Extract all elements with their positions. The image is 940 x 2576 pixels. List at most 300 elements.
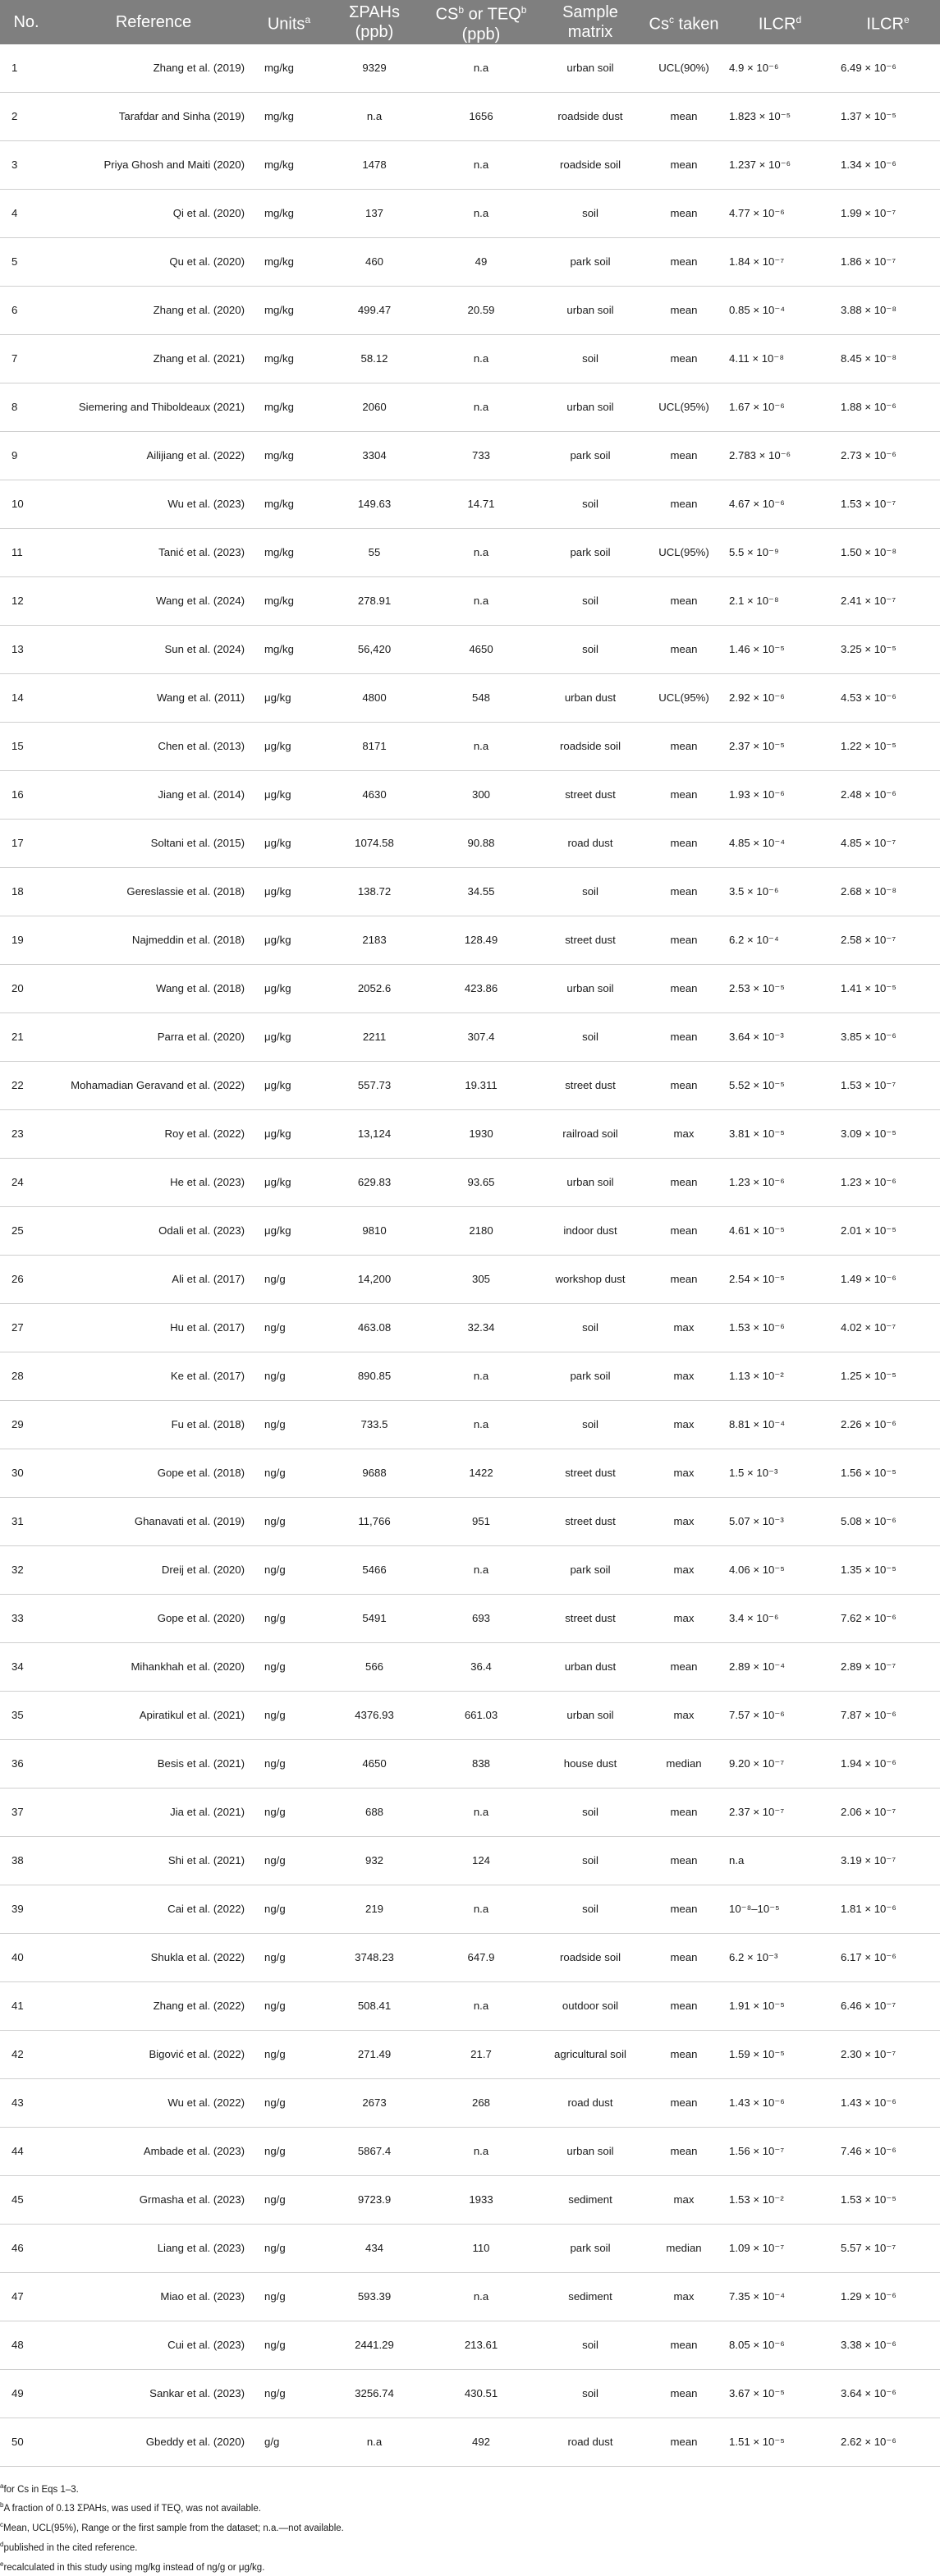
cell-ilcr-published: n.a xyxy=(724,1836,836,1885)
table-row xyxy=(0,1594,940,1642)
table-row xyxy=(0,722,940,770)
cell-row-number: 18 xyxy=(0,867,53,916)
cell-sample-matrix: road dust xyxy=(537,2078,644,2127)
cell-row-number: 7 xyxy=(0,334,53,383)
cell-row-number: 41 xyxy=(0,1981,53,2030)
cell-sum-pahs: n.a xyxy=(323,2418,425,2466)
cell-reference: Zhang et al. (2021) xyxy=(53,334,254,383)
cell-cs-teq: 93.65 xyxy=(425,1158,537,1206)
cell-cs-taken: max xyxy=(644,1303,724,1352)
cell-units: ng/g xyxy=(254,2175,323,2224)
cell-cs-taken: mean xyxy=(644,1158,724,1206)
cell-row-number: 42 xyxy=(0,2030,53,2078)
cell-ilcr-published: 2.783 × 10⁻⁶ xyxy=(724,431,836,480)
cell-ilcr-recalculated: 2.06 × 10⁻⁷ xyxy=(836,1788,940,1836)
cell-cs-taken: mean xyxy=(644,2418,724,2466)
cell-units: μg/kg xyxy=(254,819,323,867)
cell-row-number: 45 xyxy=(0,2175,53,2224)
cell-ilcr-published: 4.61 × 10⁻⁵ xyxy=(724,1206,836,1255)
cell-ilcr-published: 4.9 × 10⁻⁶ xyxy=(724,44,836,93)
table-row xyxy=(0,1691,940,1739)
table-row xyxy=(0,1885,940,1933)
cell-reference: Mohamadian Geravand et al. (2022) xyxy=(53,1061,254,1109)
table-row xyxy=(0,1449,940,1497)
cell-units: ng/g xyxy=(254,1642,323,1691)
cell-sample-matrix: street dust xyxy=(537,1061,644,1109)
cell-cs-taken: UCL(95%) xyxy=(644,528,724,576)
cell-cs-teq: n.a xyxy=(425,189,537,237)
cell-ilcr-recalculated: 6.46 × 10⁻⁷ xyxy=(836,1981,940,2030)
cell-cs-taken: mean xyxy=(644,334,724,383)
cell-units: μg/kg xyxy=(254,867,323,916)
table-row xyxy=(0,189,940,237)
cell-row-number: 23 xyxy=(0,1109,53,1158)
cell-row-number: 38 xyxy=(0,1836,53,1885)
cell-units: mg/kg xyxy=(254,140,323,189)
cell-sum-pahs: 2183 xyxy=(323,916,425,964)
table-row xyxy=(0,1206,940,1255)
cell-sample-matrix: soil xyxy=(537,480,644,528)
table-row xyxy=(0,480,940,528)
cell-row-number: 37 xyxy=(0,1788,53,1836)
cell-sample-matrix: urban soil xyxy=(537,2127,644,2175)
table-row xyxy=(0,2272,940,2321)
cell-reference: Soltani et al. (2015) xyxy=(53,819,254,867)
cell-reference: Roy et al. (2022) xyxy=(53,1109,254,1158)
cell-cs-taken: mean xyxy=(644,722,724,770)
cell-ilcr-published: 1.59 × 10⁻⁵ xyxy=(724,2030,836,2078)
cell-units: ng/g xyxy=(254,2030,323,2078)
cell-cs-taken: mean xyxy=(644,1981,724,2030)
cell-units: ng/g xyxy=(254,1594,323,1642)
cell-units: ng/g xyxy=(254,2369,323,2418)
cell-reference: Odali et al. (2023) xyxy=(53,1206,254,1255)
cell-cs-taken: mean xyxy=(644,92,724,140)
cell-sum-pahs: 9723.9 xyxy=(323,2175,425,2224)
cell-cs-teq: n.a xyxy=(425,44,537,93)
cell-reference: Liang et al. (2023) xyxy=(53,2224,254,2272)
cell-ilcr-recalculated: 1.99 × 10⁻⁷ xyxy=(836,189,940,237)
cell-cs-taken: max xyxy=(644,1449,724,1497)
cell-cs-teq: 951 xyxy=(425,1497,537,1545)
cell-units: ng/g xyxy=(254,1739,323,1788)
cell-ilcr-recalculated: 5.08 × 10⁻⁶ xyxy=(836,1497,940,1545)
cell-cs-taken: max xyxy=(644,1594,724,1642)
cell-sample-matrix: street dust xyxy=(537,1594,644,1642)
table-row xyxy=(0,1061,940,1109)
cell-row-number: 46 xyxy=(0,2224,53,2272)
cell-reference: Tanić et al. (2023) xyxy=(53,528,254,576)
cell-sum-pahs: 58.12 xyxy=(323,334,425,383)
cell-ilcr-published: 1.43 × 10⁻⁶ xyxy=(724,2078,836,2127)
cell-cs-taken: mean xyxy=(644,1933,724,1981)
cell-ilcr-recalculated: 3.38 × 10⁻⁶ xyxy=(836,2321,940,2369)
cell-row-number: 8 xyxy=(0,383,53,431)
cell-row-number: 1 xyxy=(0,44,53,93)
cell-row-number: 40 xyxy=(0,1933,53,1981)
cell-cs-teq: n.a xyxy=(425,576,537,625)
table-row xyxy=(0,576,940,625)
cell-cs-teq: n.a xyxy=(425,2127,537,2175)
cell-cs-teq: 305 xyxy=(425,1255,537,1303)
cell-ilcr-recalculated: 2.89 × 10⁻⁷ xyxy=(836,1642,940,1691)
cell-cs-teq: 307.4 xyxy=(425,1012,537,1061)
cell-cs-teq: 1930 xyxy=(425,1109,537,1158)
cell-ilcr-recalculated: 1.41 × 10⁻⁵ xyxy=(836,964,940,1012)
cell-cs-taken: mean xyxy=(644,576,724,625)
cell-sample-matrix: urban dust xyxy=(537,673,644,722)
cell-cs-taken: UCL(95%) xyxy=(644,673,724,722)
table-row xyxy=(0,334,940,383)
table-row xyxy=(0,1255,940,1303)
cell-ilcr-published: 1.84 × 10⁻⁷ xyxy=(724,237,836,286)
cell-sum-pahs: 932 xyxy=(323,1836,425,1885)
cell-ilcr-published: 2.92 × 10⁻⁶ xyxy=(724,673,836,722)
table-row xyxy=(0,1352,940,1400)
cell-cs-taken: max xyxy=(644,2272,724,2321)
table-row xyxy=(0,1981,940,2030)
cell-ilcr-recalculated: 5.57 × 10⁻⁷ xyxy=(836,2224,940,2272)
cell-ilcr-recalculated: 6.17 × 10⁻⁶ xyxy=(836,1933,940,1981)
cell-ilcr-published: 1.23 × 10⁻⁶ xyxy=(724,1158,836,1206)
header-col-ilcr-recalculated: ILCR$^e$ xyxy=(836,0,940,44)
cell-cs-taken: mean xyxy=(644,1206,724,1255)
cell-sum-pahs: 14,200 xyxy=(323,1255,425,1303)
cell-ilcr-published: 1.5 × 10⁻³ xyxy=(724,1449,836,1497)
cell-cs-teq: 128.49 xyxy=(425,916,537,964)
cell-row-number: 21 xyxy=(0,1012,53,1061)
cell-sum-pahs: 11,766 xyxy=(323,1497,425,1545)
cell-sample-matrix: soil xyxy=(537,334,644,383)
cell-row-number: 22 xyxy=(0,1061,53,1109)
cell-reference: Fu et al. (2018) xyxy=(53,1400,254,1449)
cell-sample-matrix: street dust xyxy=(537,1449,644,1497)
cell-units: g/g xyxy=(254,2418,323,2466)
cell-sum-pahs: 9329 xyxy=(323,44,425,93)
table-row xyxy=(0,2127,940,2175)
cell-units: ng/g xyxy=(254,1885,323,1933)
cell-cs-taken: mean xyxy=(644,1061,724,1109)
header-col-no: No. xyxy=(0,0,53,44)
cell-cs-teq: n.a xyxy=(425,1981,537,2030)
cell-ilcr-recalculated: 1.88 × 10⁻⁶ xyxy=(836,383,940,431)
cell-cs-taken: mean xyxy=(644,431,724,480)
cell-units: ng/g xyxy=(254,1255,323,1303)
header-col-cs-teq: $CS^b$ or TEQ$^b$ (ppb) xyxy=(425,0,537,44)
cell-sample-matrix: sediment xyxy=(537,2175,644,2224)
cell-sum-pahs: 13,124 xyxy=(323,1109,425,1158)
cell-cs-teq: n.a xyxy=(425,383,537,431)
cell-sample-matrix: soil xyxy=(537,1400,644,1449)
cell-sample-matrix: urban soil xyxy=(537,44,644,93)
cell-sum-pahs: 2673 xyxy=(323,2078,425,2127)
cell-ilcr-recalculated: 2.62 × 10⁻⁶ xyxy=(836,2418,940,2466)
cell-ilcr-recalculated: 2.48 × 10⁻⁶ xyxy=(836,770,940,819)
cell-cs-teq: 430.51 xyxy=(425,2369,537,2418)
table-row xyxy=(0,2078,940,2127)
cell-reference: Gope et al. (2018) xyxy=(53,1449,254,1497)
cell-ilcr-recalculated: 1.37 × 10⁻⁵ xyxy=(836,92,940,140)
cell-ilcr-recalculated: 7.87 × 10⁻⁶ xyxy=(836,1691,940,1739)
footnote: $^a$for Cs in Eqs 1–3. xyxy=(0,2482,79,2495)
cell-cs-teq: 423.86 xyxy=(425,964,537,1012)
cell-ilcr-recalculated: 3.64 × 10⁻⁶ xyxy=(836,2369,940,2418)
cell-ilcr-published: 4.67 × 10⁻⁶ xyxy=(724,480,836,528)
cell-units: mg/kg xyxy=(254,92,323,140)
cell-reference: Hu et al. (2017) xyxy=(53,1303,254,1352)
cell-sample-matrix: roadside soil xyxy=(537,722,644,770)
cell-row-number: 11 xyxy=(0,528,53,576)
table-row xyxy=(0,2321,940,2369)
cell-ilcr-published: 5.52 × 10⁻⁵ xyxy=(724,1061,836,1109)
cell-cs-teq: n.a xyxy=(425,334,537,383)
cell-sample-matrix: urban soil xyxy=(537,383,644,431)
cell-sum-pahs: 2211 xyxy=(323,1012,425,1061)
table-row xyxy=(0,2369,940,2418)
cell-ilcr-published: 4.06 × 10⁻⁵ xyxy=(724,1545,836,1594)
cell-row-number: 24 xyxy=(0,1158,53,1206)
cell-sample-matrix: roadside soil xyxy=(537,140,644,189)
cell-sample-matrix: soil xyxy=(537,867,644,916)
cell-cs-teq: 49 xyxy=(425,237,537,286)
cell-row-number: 14 xyxy=(0,673,53,722)
cell-ilcr-recalculated: 2.26 × 10⁻⁶ xyxy=(836,1400,940,1449)
cell-sum-pahs: 2052.6 xyxy=(323,964,425,1012)
cell-reference: Parra et al. (2020) xyxy=(53,1012,254,1061)
cell-units: mg/kg xyxy=(254,625,323,673)
cell-cs-taken: mean xyxy=(644,819,724,867)
cell-reference: Priya Ghosh and Maiti (2020) xyxy=(53,140,254,189)
cell-sum-pahs: 4800 xyxy=(323,673,425,722)
table-row xyxy=(0,2175,940,2224)
cell-ilcr-recalculated: 1.56 × 10⁻⁵ xyxy=(836,1449,940,1497)
table-row xyxy=(0,1158,940,1206)
cell-sum-pahs: 56,420 xyxy=(323,625,425,673)
cell-sum-pahs: n.a xyxy=(323,92,425,140)
cell-reference: Ambade et al. (2023) xyxy=(53,2127,254,2175)
cell-units: μg/kg xyxy=(254,722,323,770)
cell-sum-pahs: 55 xyxy=(323,528,425,576)
cell-units: ng/g xyxy=(254,1449,323,1497)
cell-ilcr-published: 1.91 × 10⁻⁵ xyxy=(724,1981,836,2030)
cell-ilcr-published: 1.13 × 10⁻² xyxy=(724,1352,836,1400)
cell-units: mg/kg xyxy=(254,383,323,431)
cell-units: ng/g xyxy=(254,1303,323,1352)
table-body xyxy=(0,44,940,2467)
cell-row-number: 32 xyxy=(0,1545,53,1594)
cell-cs-teq: n.a xyxy=(425,2272,537,2321)
cell-sample-matrix: park soil xyxy=(537,528,644,576)
table-row xyxy=(0,528,940,576)
cell-cs-taken: mean xyxy=(644,189,724,237)
cell-row-number: 5 xyxy=(0,237,53,286)
cell-cs-teq: 693 xyxy=(425,1594,537,1642)
cell-sample-matrix: urban soil xyxy=(537,1158,644,1206)
cell-row-number: 50 xyxy=(0,2418,53,2466)
cell-ilcr-published: 8.81 × 10⁻⁴ xyxy=(724,1400,836,1449)
cell-cs-taken: mean xyxy=(644,2369,724,2418)
cell-row-number: 43 xyxy=(0,2078,53,2127)
cell-sample-matrix: street dust xyxy=(537,770,644,819)
table-row xyxy=(0,1303,940,1352)
cell-ilcr-published: 4.77 × 10⁻⁶ xyxy=(724,189,836,237)
cell-ilcr-published: 1.09 × 10⁻⁷ xyxy=(724,2224,836,2272)
cell-row-number: 48 xyxy=(0,2321,53,2369)
cell-units: ng/g xyxy=(254,2321,323,2369)
cell-units: mg/kg xyxy=(254,189,323,237)
cell-units: ng/g xyxy=(254,1545,323,1594)
cell-ilcr-published: 4.85 × 10⁻⁴ xyxy=(724,819,836,867)
cell-cs-taken: mean xyxy=(644,237,724,286)
cell-reference: Zhang et al. (2022) xyxy=(53,1981,254,2030)
cell-units: mg/kg xyxy=(254,576,323,625)
cell-ilcr-published: 5.5 × 10⁻⁹ xyxy=(724,528,836,576)
cell-units: ng/g xyxy=(254,1400,323,1449)
cell-ilcr-recalculated: 1.53 × 10⁻⁵ xyxy=(836,2175,940,2224)
cell-units: mg/kg xyxy=(254,237,323,286)
cell-sum-pahs: 688 xyxy=(323,1788,425,1836)
cell-ilcr-recalculated: 2.30 × 10⁻⁷ xyxy=(836,2030,940,2078)
header-col-sample-matrix: Sample matrix xyxy=(537,0,644,44)
table-row xyxy=(0,1739,940,1788)
cell-reference: Wu et al. (2022) xyxy=(53,2078,254,2127)
cell-ilcr-published: 1.53 × 10⁻² xyxy=(724,2175,836,2224)
cell-sum-pahs: 557.73 xyxy=(323,1061,425,1109)
table-row xyxy=(0,1012,940,1061)
cell-cs-taken: mean xyxy=(644,964,724,1012)
cell-sample-matrix: soil xyxy=(537,1836,644,1885)
cell-ilcr-recalculated: 1.22 × 10⁻⁵ xyxy=(836,722,940,770)
cell-cs-taken: max xyxy=(644,1497,724,1545)
cell-ilcr-recalculated: 1.35 × 10⁻⁵ xyxy=(836,1545,940,1594)
cell-reference: Tarafdar and Sinha (2019) xyxy=(53,92,254,140)
table-row xyxy=(0,140,940,189)
cell-sample-matrix: park soil xyxy=(537,1352,644,1400)
cell-ilcr-recalculated: 2.01 × 10⁻⁵ xyxy=(836,1206,940,1255)
table-row xyxy=(0,237,940,286)
cell-sample-matrix: roadside soil xyxy=(537,1933,644,1981)
cell-sum-pahs: 4376.93 xyxy=(323,1691,425,1739)
cell-sample-matrix: workshop dust xyxy=(537,1255,644,1303)
cell-row-number: 28 xyxy=(0,1352,53,1400)
cell-sum-pahs: 149.63 xyxy=(323,480,425,528)
cell-units: μg/kg xyxy=(254,673,323,722)
cell-sum-pahs: 5466 xyxy=(323,1545,425,1594)
header-col-sum-pahs: ΣPAHs (ppb) xyxy=(323,0,425,44)
cell-cs-taken: max xyxy=(644,1691,724,1739)
cell-sample-matrix: road dust xyxy=(537,819,644,867)
cell-ilcr-published: 1.53 × 10⁻⁶ xyxy=(724,1303,836,1352)
cell-cs-taken: mean xyxy=(644,1836,724,1885)
cell-reference: Wang et al. (2011) xyxy=(53,673,254,722)
cell-sample-matrix: street dust xyxy=(537,916,644,964)
table-row xyxy=(0,383,940,431)
cell-reference: Sun et al. (2024) xyxy=(53,625,254,673)
cell-sample-matrix: park soil xyxy=(537,1545,644,1594)
cell-row-number: 3 xyxy=(0,140,53,189)
cell-reference: Zhang et al. (2019) xyxy=(53,44,254,93)
cell-cs-taken: mean xyxy=(644,916,724,964)
cell-reference: Ali et al. (2017) xyxy=(53,1255,254,1303)
cell-sum-pahs: 629.83 xyxy=(323,1158,425,1206)
cell-ilcr-published: 6.2 × 10⁻⁴ xyxy=(724,916,836,964)
cell-cs-taken: mean xyxy=(644,2030,724,2078)
cell-ilcr-recalculated: 3.19 × 10⁻⁷ xyxy=(836,1836,940,1885)
cell-cs-taken: mean xyxy=(644,1255,724,1303)
cell-units: mg/kg xyxy=(254,480,323,528)
cell-cs-teq: n.a xyxy=(425,528,537,576)
cell-ilcr-recalculated: 8.45 × 10⁻⁸ xyxy=(836,334,940,383)
cell-ilcr-recalculated: 1.43 × 10⁻⁶ xyxy=(836,2078,940,2127)
cell-sample-matrix: street dust xyxy=(537,1497,644,1545)
table-row xyxy=(0,1836,940,1885)
cell-ilcr-recalculated: 2.73 × 10⁻⁶ xyxy=(836,431,940,480)
cell-cs-teq: 34.55 xyxy=(425,867,537,916)
cell-row-number: 29 xyxy=(0,1400,53,1449)
cell-units: μg/kg xyxy=(254,1061,323,1109)
cell-sample-matrix: soil xyxy=(537,1788,644,1836)
cell-sum-pahs: 271.49 xyxy=(323,2030,425,2078)
cell-ilcr-recalculated: 4.02 × 10⁻⁷ xyxy=(836,1303,940,1352)
cell-cs-taken: mean xyxy=(644,140,724,189)
cell-ilcr-recalculated: 2.58 × 10⁻⁷ xyxy=(836,916,940,964)
cell-units: ng/g xyxy=(254,2224,323,2272)
cell-ilcr-recalculated: 4.53 × 10⁻⁶ xyxy=(836,673,940,722)
table-row xyxy=(0,1642,940,1691)
cell-ilcr-recalculated: 1.25 × 10⁻⁵ xyxy=(836,1352,940,1400)
cell-ilcr-recalculated: 2.68 × 10⁻⁸ xyxy=(836,867,940,916)
cell-ilcr-published: 3.4 × 10⁻⁶ xyxy=(724,1594,836,1642)
cell-cs-teq: 213.61 xyxy=(425,2321,537,2369)
cell-sum-pahs: 593.39 xyxy=(323,2272,425,2321)
cell-ilcr-published: 1.823 × 10⁻⁵ xyxy=(724,92,836,140)
cell-units: ng/g xyxy=(254,2272,323,2321)
cell-cs-teq: 32.34 xyxy=(425,1303,537,1352)
cell-ilcr-recalculated: 1.49 × 10⁻⁶ xyxy=(836,1255,940,1303)
cell-sample-matrix: urban dust xyxy=(537,1642,644,1691)
cell-cs-taken: mean xyxy=(644,1788,724,1836)
cell-reference: Dreij et al. (2020) xyxy=(53,1545,254,1594)
cell-sample-matrix: outdoor soil xyxy=(537,1981,644,2030)
cell-row-number: 9 xyxy=(0,431,53,480)
cell-row-number: 19 xyxy=(0,916,53,964)
cell-sum-pahs: 137 xyxy=(323,189,425,237)
cell-cs-taken: mean xyxy=(644,2127,724,2175)
cell-cs-taken: max xyxy=(644,1400,724,1449)
footnote: $^c$Mean, UCL(95%), Range or the first sample from the dataset; n.a.—not available. xyxy=(0,2521,344,2534)
header-col-ilcr-published: ILCR$^d$ xyxy=(724,0,836,44)
cell-cs-teq: 21.7 xyxy=(425,2030,537,2078)
cell-cs-taken: mean xyxy=(644,1642,724,1691)
cell-ilcr-recalculated: 1.29 × 10⁻⁶ xyxy=(836,2272,940,2321)
cell-cs-teq: 14.71 xyxy=(425,480,537,528)
cell-cs-teq: n.a xyxy=(425,1885,537,1933)
table-row xyxy=(0,1545,940,1594)
cell-ilcr-published: 1.93 × 10⁻⁶ xyxy=(724,770,836,819)
cell-units: ng/g xyxy=(254,2127,323,2175)
table-row xyxy=(0,819,940,867)
cell-cs-taken: UCL(90%) xyxy=(644,44,724,93)
cell-sum-pahs: 2060 xyxy=(323,383,425,431)
cell-units: μg/kg xyxy=(254,1158,323,1206)
cell-cs-teq: 90.88 xyxy=(425,819,537,867)
cell-cs-taken: max xyxy=(644,1352,724,1400)
cell-cs-taken: mean xyxy=(644,770,724,819)
cell-ilcr-recalculated: 1.94 × 10⁻⁶ xyxy=(836,1739,940,1788)
cell-ilcr-published: 7.57 × 10⁻⁶ xyxy=(724,1691,836,1739)
header-col-cs-taken: Cs$^c$ taken xyxy=(644,0,724,44)
cell-units: ng/g xyxy=(254,1788,323,1836)
